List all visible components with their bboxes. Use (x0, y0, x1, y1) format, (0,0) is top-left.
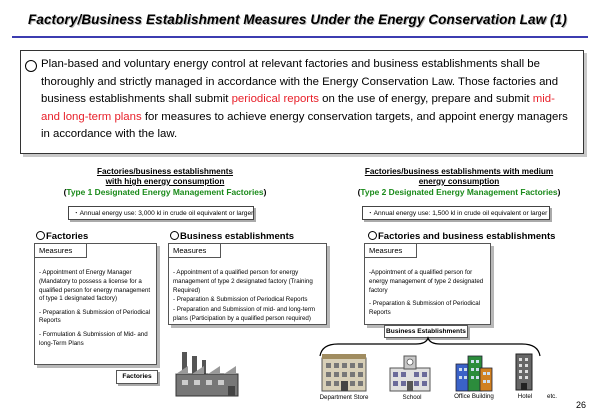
intro-part3: for measures to achieve energy conservation targets, and appoint energy managers in accordance with the law. (41, 110, 568, 141)
circle-bullet-icon (36, 231, 45, 240)
factories-measures-list (39, 269, 151, 353)
type2-annual-box: ・Annual energy use: 1,500 kl in crude oil equivalent or larger (362, 206, 550, 220)
measure-item: - Preparation & Submission of Periodical Reports (369, 299, 481, 316)
page-title: Factory/Business Establishment Measures Under the Energy Conservation Law (1) (28, 12, 567, 27)
business-measures-list (173, 269, 323, 325)
type2-title-line1: Factories/business establishments with medium (364, 167, 554, 176)
circle-bullet-icon (170, 231, 179, 240)
factories-heading: Factories (36, 231, 88, 242)
measure-item: - Preparation & Submission of Periodical Reports (173, 296, 308, 304)
type2-title-line2: energy consumption (418, 177, 500, 186)
intro-text (41, 56, 577, 144)
intro-highlight-plans: mid- and long-term plans (41, 93, 555, 123)
department-store-icon (320, 352, 368, 392)
measures-label: Measures (35, 244, 87, 258)
intro-box (20, 50, 584, 154)
type1-title-line1: Factories/business establishments (96, 167, 234, 176)
circle-bullet-icon (368, 231, 377, 240)
factories-and-business-heading: Factories and business establishments (368, 231, 555, 242)
measure-item: - Preparation & Submission of Periodical Reports (39, 308, 151, 325)
hotel-icon (512, 352, 536, 392)
intro-part1: Plan-based and voluntary energy control at relevant factories and business establishments shall be thoroughly and strictly managed in accordance with the Energy Conservation Law. Those factories and business establishments shall submit (41, 58, 559, 106)
type1-title-line2: with high energy consumption (105, 177, 225, 186)
measures-label: Measures (365, 244, 417, 258)
type2-header (334, 167, 584, 197)
measure-item: - Preparation and Submission of mid- and long-term plans (Participation by a qualified person required) (173, 306, 316, 322)
intro-part2: on the use of energy, prepare and submit (318, 93, 533, 106)
business-establishments-heading: Business establishments (170, 231, 294, 242)
factories-measures-box (34, 243, 157, 365)
measure-item: - Formulation & Submission of Mid- and long-Term Plans (39, 330, 148, 347)
type1-subtitle: (Type 1 Designated Energy Management Factories) (63, 187, 267, 197)
type2-measures-list (369, 269, 487, 322)
intro-highlight-periodical-reports: periodical reports (231, 93, 319, 106)
department-store-label: Department Store (319, 394, 369, 401)
measure-item: - Appointment of Energy Manager (Mandatory to possess a license for a qualified person for energy management of type 1 designated factory) (39, 269, 151, 303)
business-establishments-tag: Business Establishments (384, 325, 468, 338)
type2-subtitle: (Type 2 Designated Energy Management Factories) (357, 187, 561, 197)
school-label: School (402, 394, 422, 401)
hotel-label: Hotel (517, 393, 533, 400)
title-divider (12, 36, 588, 38)
etc-label: etc. (547, 393, 557, 400)
business-measures-box (168, 243, 327, 325)
factories-tag: Factories (116, 370, 158, 384)
factory-icon (172, 352, 242, 398)
measure-item: -Appointment of a qualified person for energy management of type 2 designated factory (369, 269, 484, 294)
school-icon (388, 354, 432, 392)
measure-item: - Appointment of a qualified person for energy management of type 2 designated factory (Training Required) (173, 269, 313, 294)
bullet-circle-icon (25, 60, 37, 72)
type2-measures-box (364, 243, 491, 325)
type1-annual-box: ・Annual energy use: 3,000 kl in crude oil equivalent or larger (68, 206, 254, 220)
measures-label: Measures (169, 244, 221, 258)
office-building-icon (454, 354, 494, 392)
type1-header (40, 167, 290, 197)
office-building-label: Office Building (454, 393, 494, 400)
page-number: 26 (576, 400, 587, 410)
